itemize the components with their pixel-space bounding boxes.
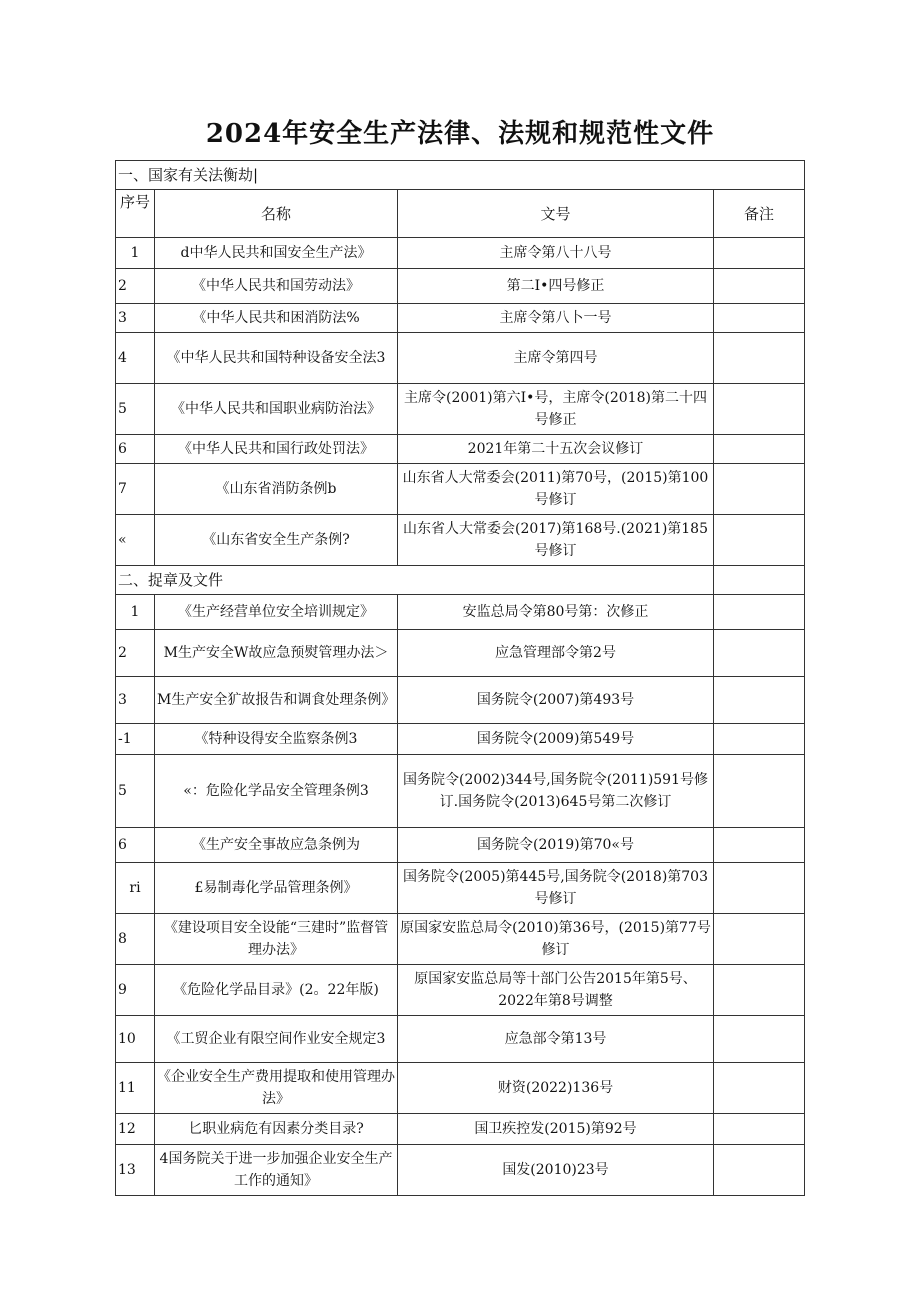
row-note [714, 630, 805, 677]
table-row [116, 595, 805, 630]
row-seq: -1 [116, 724, 155, 755]
row-name: 《生产安全事故应急条例为 [155, 828, 398, 863]
header-name: 名称 [155, 190, 398, 238]
section-header-row [116, 566, 805, 595]
row-note [714, 269, 805, 304]
row-seq: 10 [116, 1016, 155, 1063]
row-name: £易制毒化学品管理条例》 [155, 863, 398, 914]
row-note [714, 238, 805, 269]
row-seq: 6 [116, 828, 155, 863]
row-doc: 国务院令(2002)344号,国务院令(2011)591号修订.国务院令(2013)645号第二次修订 [398, 755, 714, 828]
row-note [714, 1016, 805, 1063]
row-doc: 山东省人大常委会(2017)第168号.(2021)第185号修订 [398, 515, 714, 566]
row-name: 《生产经营单位安全培训规定》 [155, 595, 398, 630]
row-doc: 国卫疾控发(2015)第92号 [398, 1114, 714, 1145]
row-note [714, 677, 805, 724]
row-doc: 应急管理部令第2号 [398, 630, 714, 677]
row-name: «：危险化学品安全管理条例3 [155, 755, 398, 828]
row-note [714, 755, 805, 828]
row-doc: 国务院令(2005)第445号,国务院令(2018)第703号修订 [398, 863, 714, 914]
row-seq: 11 [116, 1063, 155, 1114]
table-row [116, 435, 805, 464]
row-seq: 13 [116, 1145, 155, 1196]
row-doc: 国务院令(2007)第493号 [398, 677, 714, 724]
row-note [714, 515, 805, 566]
row-doc: 主席令第八卜一号 [398, 304, 714, 333]
row-name: 匕职业病危有因素分类目录? [155, 1114, 398, 1145]
row-doc: 安监总局令第80号第：次修正 [398, 595, 714, 630]
row-seq: 4 [116, 333, 155, 384]
row-doc: 山东省人大常委会(2011)第70号，(2015)第100号修订 [398, 464, 714, 515]
row-note [714, 1063, 805, 1114]
table-row [116, 677, 805, 724]
row-note [714, 1145, 805, 1196]
row-note [714, 1114, 805, 1145]
row-doc: 主席令(2001)第六I•号，主席令(2018)第二十四号修正 [398, 384, 714, 435]
table-row [116, 269, 805, 304]
row-seq: 3 [116, 677, 155, 724]
row-doc: 第二I•四号修正 [398, 269, 714, 304]
row-doc: 国务院令(2019)第70«号 [398, 828, 714, 863]
table-row [116, 304, 805, 333]
row-seq: 8 [116, 914, 155, 965]
row-seq: 9 [116, 965, 155, 1016]
row-name: d中华人民共和国安全生产法》 [155, 238, 398, 269]
row-note [714, 333, 805, 384]
header-doc: 文号 [398, 190, 714, 238]
row-name: M生产安全犷故报告和调食处理条例》 [155, 677, 398, 724]
section-header-row [116, 161, 805, 190]
row-seq: « [116, 515, 155, 566]
column-header-row [116, 190, 805, 238]
row-doc: 原国家安监总局等十部门公告2015年第5号、2022年第8号调整 [398, 965, 714, 1016]
row-note [714, 863, 805, 914]
table-row [116, 755, 805, 828]
row-note [714, 384, 805, 435]
row-doc: 主席令第四号 [398, 333, 714, 384]
table-row [116, 515, 805, 566]
row-note [714, 464, 805, 515]
row-seq: ri [116, 863, 155, 914]
table-row [116, 1114, 805, 1145]
row-doc: 主席令第八十八号 [398, 238, 714, 269]
table-row [116, 914, 805, 965]
row-note [714, 724, 805, 755]
table-row [116, 724, 805, 755]
table-row [116, 464, 805, 515]
row-name: 《危险化学品目录》(2。22年版) [155, 965, 398, 1016]
row-seq: 1 [116, 238, 155, 269]
row-name: 《企业安全生产费用提取和使用管理办法》 [155, 1063, 398, 1114]
row-seq: 7 [116, 464, 155, 515]
regulations-table [115, 160, 805, 1196]
row-seq: 5 [116, 384, 155, 435]
header-note: 备注 [714, 190, 805, 238]
row-seq: 2 [116, 630, 155, 677]
section-1-label: 一、国家有关法衡劫| [116, 161, 805, 190]
row-name: 4国务院关于进一步加强企业安全生产工作的通知》 [155, 1145, 398, 1196]
row-name: 《建设项目安全设能“三建时”监督管理办法》 [155, 914, 398, 965]
row-name: 《特种设得安全监察条例3 [155, 724, 398, 755]
document-title: 2024年安全生产法律、法规和规范性文件 [205, 119, 715, 149]
row-name: 《中华人民共和困消防法% [155, 304, 398, 333]
table-row [116, 630, 805, 677]
table-row [116, 965, 805, 1016]
row-name: 《中华人民共和国行政处罚法》 [155, 435, 398, 464]
row-seq: 5 [116, 755, 155, 828]
row-name: M生产安全W故应急预熨管理办法＞ [155, 630, 398, 677]
row-seq: 6 [116, 435, 155, 464]
row-doc: 财资(2022)136号 [398, 1063, 714, 1114]
row-doc: 原国家安监总局令(2010)第36号，(2015)第77号修订 [398, 914, 714, 965]
row-seq: 2 [116, 269, 155, 304]
row-name: 《中华人民共和国劳动法》 [155, 269, 398, 304]
row-note [714, 965, 805, 1016]
row-note [714, 914, 805, 965]
header-seq: 序号 [116, 190, 155, 238]
row-seq: 1 [116, 595, 155, 630]
row-doc: 应急部令第13号 [398, 1016, 714, 1063]
table-row [116, 863, 805, 914]
row-doc: 国发(2010)23号 [398, 1145, 714, 1196]
row-name: 《山东省安全生产条例? [155, 515, 398, 566]
row-note [714, 828, 805, 863]
row-name: 《工贸企业有限空间作业安全规定3 [155, 1016, 398, 1063]
row-note [714, 304, 805, 333]
table-row [116, 1016, 805, 1063]
row-note [714, 435, 805, 464]
row-seq: 3 [116, 304, 155, 333]
row-name: 《中华人民共和国职业病防治法》 [155, 384, 398, 435]
table-row [116, 828, 805, 863]
row-name: 《山东省消防条例b [155, 464, 398, 515]
table-row [116, 1145, 805, 1196]
table-row [116, 1063, 805, 1114]
row-note [714, 595, 805, 630]
row-note [714, 566, 805, 595]
row-name: 《中华人民共和国特种设备安全法3 [155, 333, 398, 384]
table-row [116, 333, 805, 384]
table-row [116, 238, 805, 269]
row-doc: 2021年第二十五次会议修订 [398, 435, 714, 464]
section-2-label: 二、捉章及文件 [116, 566, 714, 595]
table-row [116, 384, 805, 435]
row-doc: 国务院令(2009)第549号 [398, 724, 714, 755]
row-seq: 12 [116, 1114, 155, 1145]
